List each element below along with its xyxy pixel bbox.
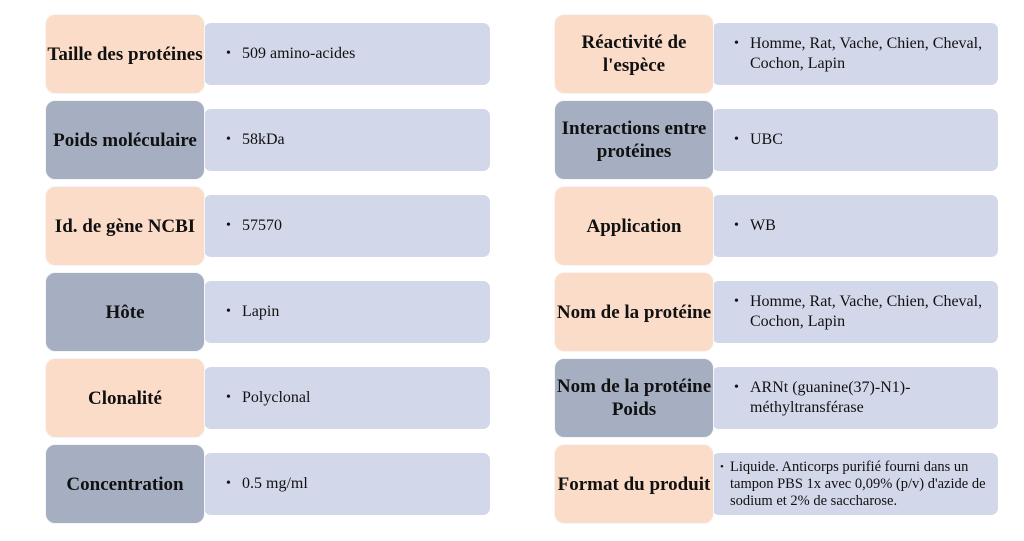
value-item: • Polyclonal	[226, 388, 310, 408]
value-item: • 0.5 mg/ml	[226, 474, 308, 494]
property-label: Application	[554, 186, 714, 266]
property-value-box	[203, 280, 491, 344]
value-list	[734, 216, 776, 236]
property-value-box	[203, 194, 491, 258]
value-list	[734, 292, 988, 332]
value-item: • UBC	[734, 130, 783, 150]
property-value-box	[203, 366, 491, 430]
value-item: • Homme, Rat, Vache, Chien, Cheval, Cochon, Lapin	[734, 34, 988, 74]
value-item: • 58kDa	[226, 130, 285, 150]
property-label: Poids moléculaire	[45, 100, 205, 180]
value-list	[734, 130, 783, 150]
value-list	[734, 34, 988, 74]
property-value-box	[711, 452, 999, 516]
value-item: • 509 amino-acides	[226, 44, 355, 64]
value-item: • Homme, Rat, Vache, Chien, Cheval, Cochon, Lapin	[734, 292, 988, 332]
property-label: Id. de gène NCBI	[45, 186, 205, 266]
property-label: Format du produit	[554, 444, 714, 524]
property-value-box	[711, 366, 999, 430]
property-value-box	[711, 108, 999, 172]
value-item: • Liquide. Anticorps purifié fourni dans un tampon PBS 1x avec 0,09% (p/v) d'azide de sodium et 2% de saccharose.	[720, 459, 988, 510]
value-list	[734, 378, 988, 418]
property-label: Taille des protéines	[45, 14, 205, 94]
property-label: Interactions entre protéines	[554, 100, 714, 180]
value-list	[226, 130, 285, 150]
property-label: Concentration	[45, 444, 205, 524]
value-list	[226, 44, 355, 64]
value-list	[226, 216, 282, 236]
value-item: • WB	[734, 216, 776, 236]
property-value-box	[711, 194, 999, 258]
property-value-box	[203, 452, 491, 516]
value-item: • Lapin	[226, 302, 279, 322]
property-value-box	[203, 22, 491, 86]
value-list	[720, 459, 988, 510]
property-label: Hôte	[45, 272, 205, 352]
value-item: • ARNt (guanine(37)-N1)-méthyltransférase	[734, 378, 988, 418]
property-label: Clonalité	[45, 358, 205, 438]
value-list	[226, 302, 279, 322]
property-label: Nom de la protéine Poids	[554, 358, 714, 438]
value-item: • 57570	[226, 216, 282, 236]
property-label: Réactivité de l'espèce	[554, 14, 714, 94]
property-label: Nom de la protéine	[554, 272, 714, 352]
property-value-box	[711, 22, 999, 86]
value-list	[226, 474, 308, 494]
property-value-box	[203, 108, 491, 172]
value-list	[226, 388, 310, 408]
property-value-box	[711, 280, 999, 344]
